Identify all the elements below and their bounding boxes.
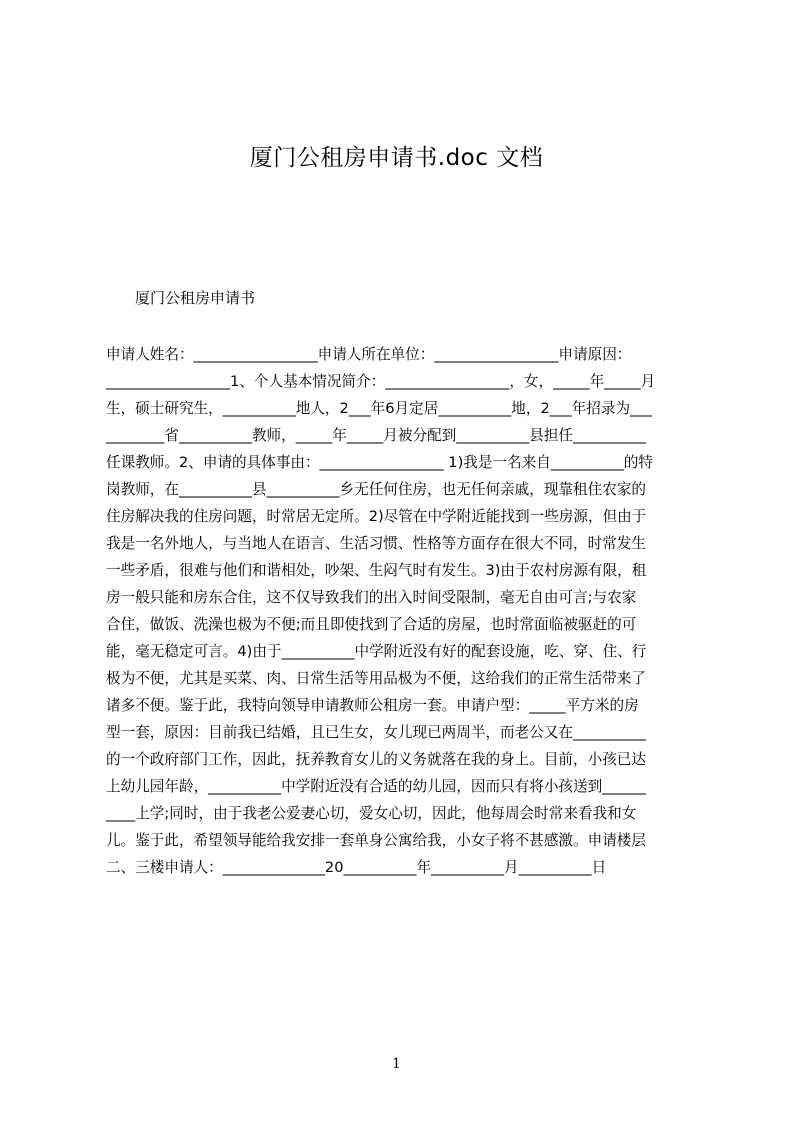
body-line: 生，硕士研究生，__________地人，2___年6月定居__________地，2___年招录为___ — [106, 400, 652, 417]
body-line: 能，毫无稳定可言。4)由于__________中学附近没有好的配套设施，吃、穿、住、行 — [106, 643, 647, 660]
body-line: 合住，做饭、洗澡也极为不便;而且即使找到了合适的房屋，也时常面临被驱赶的可 — [106, 616, 637, 633]
body-line: _________________1、个人基本情况简介：_________________，女，_____年_____月 — [106, 373, 656, 390]
body-line: 儿。鉴于此，希望领导能给我安排一套单身公寓给我，小女子将不甚感激。申请楼层 — [106, 832, 646, 849]
document-title: 厦门公租房申请书.doc 文档 — [249, 145, 544, 171]
body-line: 任课教师。2、申请的具体事由：_________________ 1)我是一名来自__________的特 — [106, 454, 653, 471]
body-line: 房一般只能和房东合住，这不仅导致我们的出入时间受限制，毫无自由可言;与农家 — [106, 589, 637, 606]
body-line: 申请人姓名：_________________申请人所在单位：_________________申请原因： — [106, 346, 632, 363]
body-line: ____上学;同时，由于我老公爱妻心切，爱女心切，因此，他每周会时常来看我和女 — [106, 805, 637, 822]
body-line: 我是一名外地人，与当地人在语言、生活习惯、性格等方面存在很大不同，时常发生 — [106, 535, 646, 552]
body-line: 岗教师，在__________县__________乡无任何住房，也无任何亲戚，现靠租住农家的 — [106, 481, 646, 498]
body-line: 的一个政府部门工作，因此，抚养教育女儿的义务就落在我的身上。目前，小孩已达 — [106, 751, 646, 768]
application-body — [106, 341, 698, 876]
body-line: 住房解决我的住房问题，时常居无定所。2)尽管在中学附近能找到一些房源，但由于 — [106, 508, 647, 525]
page-number: 1 — [392, 1056, 401, 1072]
body-line: 一些矛盾，很难与他们和谐相处，吵架、生闷气时有发生。3)由于农村房源有限，租 — [106, 562, 647, 579]
body-line: 极为不便，尤其是买菜、肉、日常生活等用品极为不便，这给我们的正常生活带来了 — [106, 670, 646, 687]
body-line: 二、三楼申请人：______________20__________年__________月__________日 — [106, 859, 607, 876]
body-line: ________省__________教师，_____年_____月被分配到__________县担任__________ — [106, 427, 646, 444]
application-heading: 厦门公租房申请书 — [135, 289, 256, 307]
body-line: 型一套，原因：目前我已结婚，且已生女，女儿现已两周半，而老公又在__________ — [106, 724, 646, 741]
body-line: 上幼儿园年龄，__________中学附近没有合适的幼儿园，因而只有将小孩送到______ — [106, 778, 646, 795]
body-line: 诸多不便。鉴于此，我特向领导申请教师公租房一套。申请户型：_____平方米的房 — [106, 697, 639, 714]
